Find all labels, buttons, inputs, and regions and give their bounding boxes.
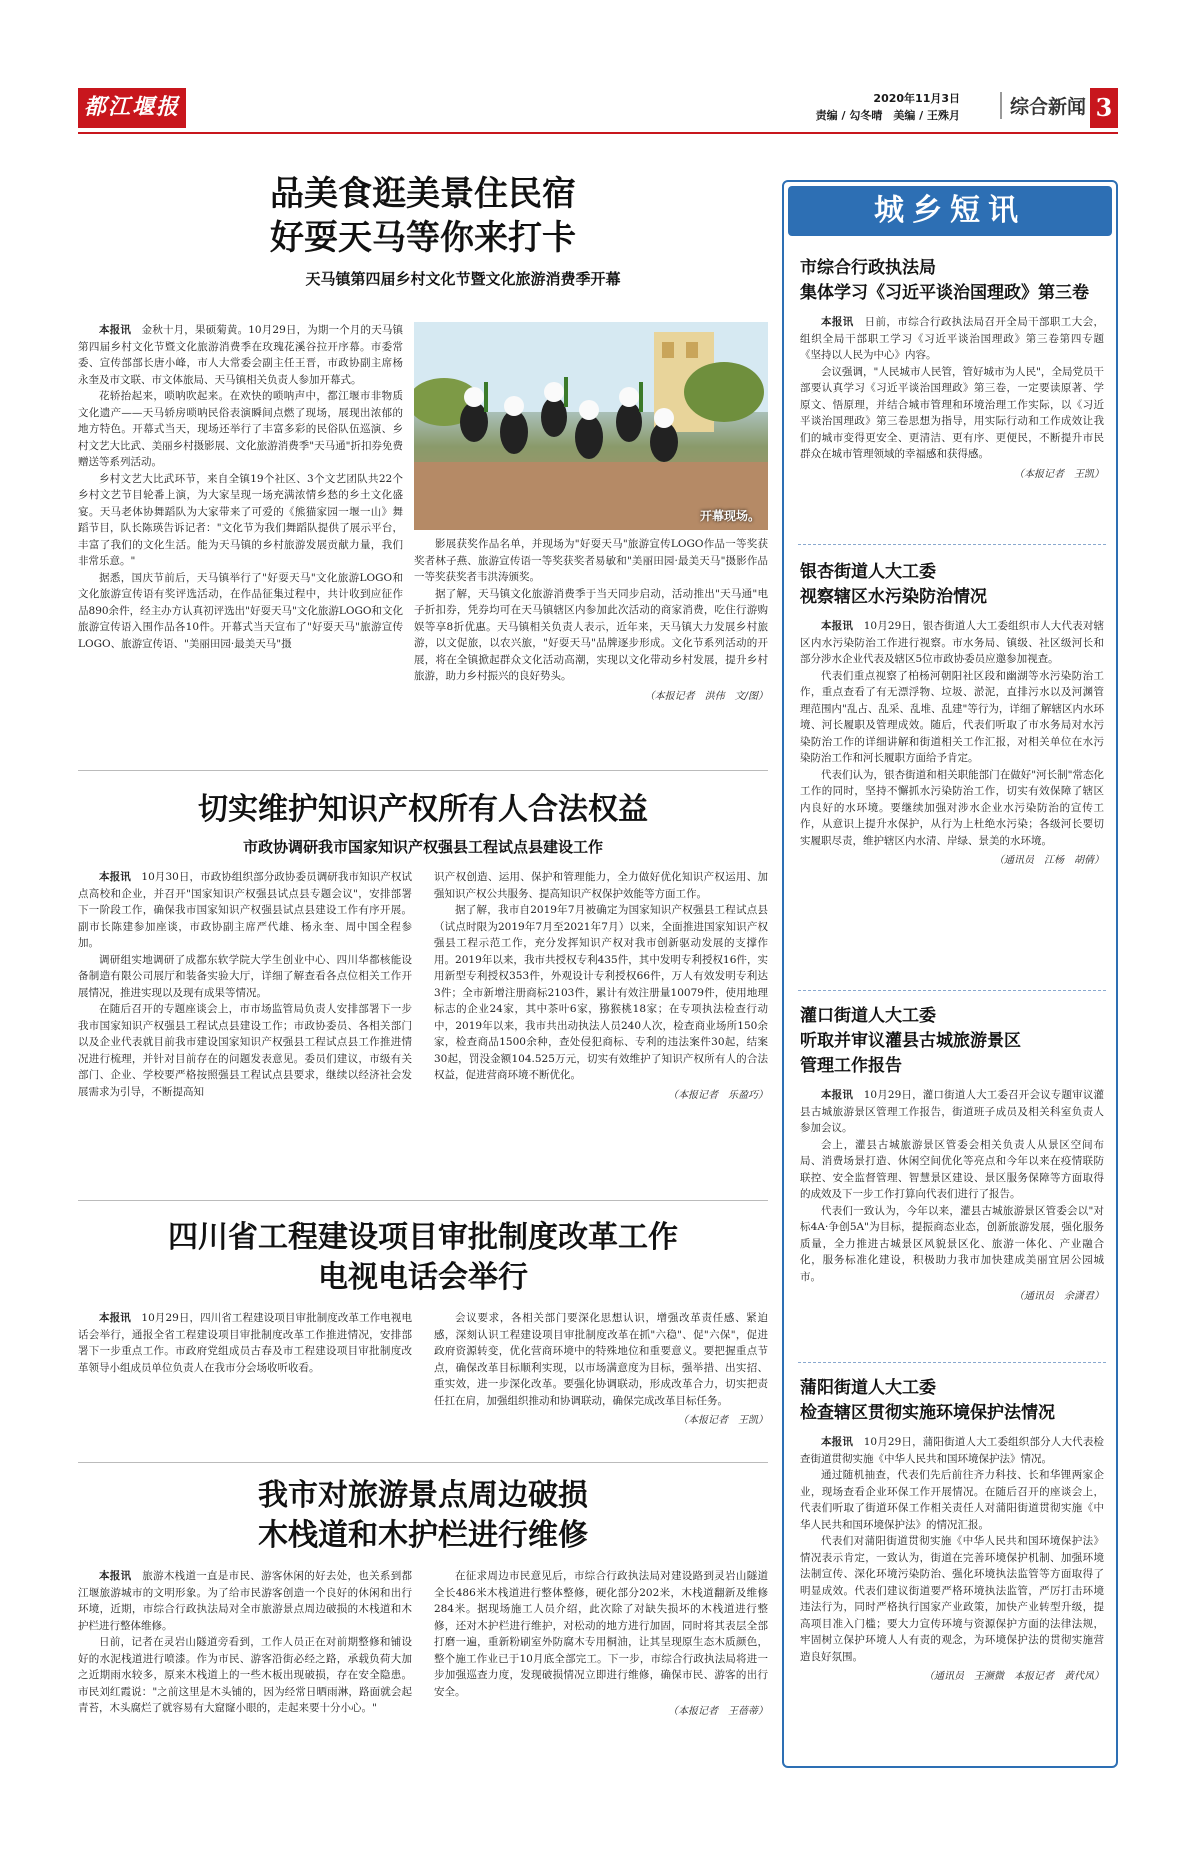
article-headline: 品美食逛美景住民宿 好耍天马等你来打卡 [270,174,576,258]
article-column: 在征求周边市民意见后，市综合行政执法局对建设路到灵岩山隧道全长486米木栈道进行整体整修，硬化部分202米，木栈道翻新及维修284米。据现场施工人员介绍，此次除了对缺失损坏的木栈道进行整修，还对木护栏进行维护，对松动的地方进行加固，同时将其表层全部打磨一遍，重新粉刷室外防腐木专用桐油，让其呈现原生态木质颜色，整个施工作业已于10月底全部完工。下一步，市综合行政执法局将进一步加强巡查力度，发现破损情况立即进行维修，确保市民、游客的出行安全。 （本报记者 王蓓蒂） [434,1568,768,1721]
brief-item [800,256,1104,483]
brief-title: 银杏街道人大工委 视察辖区水污染防治情况 [800,562,987,607]
article-column: 本报讯 10月30日，市政协组织部分政协委员调研我市知识产权试点高校和企业，并召开"国家知识产权强县试点县专题会议"，安排部署下一阶段工作，确保我市国家知识产权强县试点县建设工作有序开展。副市长陈建参加座谈，市政协副主席严代雄、杨永奎、周中国全程参加。 调研组实地调研了成都东软学院大学生创业中心、四川华都核能设备制造有限公司展厅和装备实验大厅，详细了解查看各点位相关工作开展情况，推进实现以及现有成果等情况。 在随后召开的专题座谈会上，市市场监管局负责人安排部署下一步我市国家知识产权强县工程试点县建设工作；市政协委员、各相关部门以及企业代表就目前我市建设国家知识产权强县工程试点县工作推进情况进行梳理，并针对目前存在的问题发表意见。委员们建议，市级有关部门、企业、学校要严格按照强县工程试点县要求，继续以经济社会发展需求为引导，不断提高知 [78,871,412,1098]
photo-illustration [414,322,768,530]
brief-byline: （通讯员 江杨 胡倩） [994,855,1104,866]
brief-separator [798,1362,1106,1363]
brief-title: 灌口街道人大工委 听取并审议灌县古城旅游景区 管理工作报告 [800,1006,1021,1076]
opening-ceremony-photo [414,322,768,530]
lead-tag: 本报讯 [821,316,854,328]
lead-tag: 本报讯 [821,1089,854,1101]
brief-item [800,560,1104,870]
brief-body: 本报讯 10月29日，灌口街道人大工委召开会议专题审议灌县古城旅游景区管理工作报告，街道班子成员及相关科室负责人参加会议。 会上，灌县古城旅游景区管委会相关负责人从景区空间布局、消费场景打造、休闲空间优化等亮点和今年以来在疫情联防联控、安全监督管理、智慧景区建设、景区服务保障等方面取得的成效及下一步工作打算向代表们进行了报告。 代表们一致认为，今年以来，灌县古城旅游景区管委会以"对标4A·争创5A"为目标，提振商态业态，创新旅游发展，强化服务质量，全力推进古城景区风貌景区化、旅游一体化、产业融合化，服务标准化建设，积极助力我市加快建成美丽宜居公园城市。 （通讯员 余潇君） [800,1087,1104,1306]
article-headline: 四川省工程建设项目审批制度改革工作 电视电话会举行 [168,1220,678,1295]
article-body [78,1310,768,1430]
article-boardwalk-repair [78,1476,768,1721]
article-body [78,1568,768,1721]
brief-byline: （通讯员 余潇君） [1014,1291,1104,1302]
article-column: 影展获奖作品名单，并现场为"好耍天马"旅游宣传LOGO作品一等奖获奖者林子燕、旅游宣传语一等奖获奖者易敏和"美丽田园·最美天马"摄影作品一等奖获奖者韦洪涛颁奖。 据了解，天马镇文化旅游消费季于当天同步启动，活动推出"天马通"电子折扣券，凭券均可在天马镇辖区内参加此次活动的商家消费，吃住行游购娱等享8折优惠。天马镇相关负责人表示，近年来，天马镇大力发展乡村旅游，以文促旅，以农兴旅，"好耍天马"品牌逐步形成。文化节系列活动的开展，将在全镇掀起群众文化活动高潮，实现以文化带动乡村发展，提升乡村旅游，助力乡村振兴的良好势头。 （本报记者 洪伟 文/图） [414,536,768,705]
article-divider [78,1200,768,1201]
article-column: 本报讯 旅游木栈道一直是市民、游客休闲的好去处，也关系到都江堰旅游城市的文明形象。为了给市民游客创造一个良好的休闲和出行环境，近期，市综合行政执法局对全市旅游景点周边破损的木栈道和木护栏进行整体维修。 日前，记者在灵岩山隧道旁看到，工作人员正在对前期整修和铺设好的水泥栈道进行喷漆。作为市民、游客沿街必经之路，承载负荷大加之近期雨水较多，原来木栈道上的一些木板出现破损，存在安全隐患。市民刘红霞说："之前这里是木头铺的，因为经常日晒雨淋，路面就会起青苔，木头腐烂了就容易有大窟窿小眼的，走起来要十分小心。" [78,1570,413,1714]
brief-body: 本报讯 日前，市综合行政执法局召开全局干部职工大会，组织全局干部职工学习《习近平谈治国理政》第三卷第四专题《坚持以人民为中心》内容。 会议强调，"人民城市人民管，管好城市为人民"，全局党员干部要认真学习《习近平谈治国理政》第三卷，一定要读原著、学原文、悟原理，并结合城市管理和环境治理工作实际，以《习近平谈治国理政》第三卷思想为指导，用实际行动和工作成效让我们的城市变得更安全、更清洁、更有序、更便民，不断提升市民群众在城市管理领域的幸福感和获得感。 （本报记者 王凯） [800,314,1104,483]
page-number: 3 [1090,88,1118,128]
brief-byline: （本报记者 王凯） [1014,468,1104,480]
article-tianma-festival [78,172,768,289]
article-ip-rights [78,790,768,1104]
brief-body: 本报讯 10月29日，蒲阳街道人大工委组织部分人大代表检查街道贯彻实施《中华人民共和国环境保护法》情况。 通过随机抽查，代表们先后前往齐力科技、长和华锂两家企业，现场查看企业环保工作开展情况。在随后召开的座谈会上，代表们听取了街道环保工作相关责任人对蒲阳街道贯彻实施《中华人民共和国环境保护法》的情况汇报。 代表们对蒲阳街道贯彻实施《中华人民共和国环境保护法》情况表示肯定，一致认为，街道在完善环境保护机制、加强环境法制宣传、深化环境污染防治、强化环境执法监管等方面取得了明显成效。代表们建议街道要严格环境执法监管，严厉打击环境违法行为，同时严格执行国家产业政策，加快产业转型升级，提高项目准入门槛；要大力宣传环境与资源保护方面的法律法规，牢固树立保护环境人人有责的观念，为环境保护法的贯彻实施营造良好氛围。 （通讯员 王濒微 本报记者 黄代凤） [800,1434,1104,1686]
article-byline: （本报记者 洪伟 文/图） [644,690,768,702]
brief-separator [798,990,1106,991]
article-column: 识产权创造、运用、保护和管理能力，全力做好优化知识产权运用、加强知识产权公共服务、提高知识产权保护效能等方面工作。 据了解，我市自2019年7月被确定为国家知识产权强县工程试点县（试点时限为2019年7月至2021年7月）以来，全面推进国家知识产权强县工程示范工作，充分发挥知识产权对我市创新驱动发展的支撑作用。2019年以来，我市共授权专利435件，其中发明专利授权16件，实用新型专利授权353件，外观设计专利授权66件，万人有效发明专利达3件；全市新增注册商标2103件，累计有效注册量10079件，使用地理标志的企业24家，其中茶叶6家，猕猴桃18家；在专项执法检查行动中，2019年以来，我市共出动执法人员240人次，检查商业场所150余家，检查商品1500余种，查处侵犯商标、专利的违法案件30起，结案30起，罚没金额104.525万元，切实有效维护了知识产权所有人的合法权益，促进营商环境不断优化。 （本报记者 乐盈巧） [434,869,768,1104]
lead-tag: 本报讯 [821,1436,854,1448]
issue-meta [816,90,960,124]
brief-item [800,1004,1104,1306]
lead-tag: 本报讯 [821,620,854,632]
article-byline: （本报记者 乐盈巧） [668,1089,768,1101]
editors-credit: 责编 / 勾冬晴 美编 / 王殊月 [815,109,960,122]
brief-body: 本报讯 10月29日，银杏街道人大工委组织市人大代表对辖区内水污染防治工作进行视察。市水务局、镇级、社区级河长和部分涉水企业代表及辖区5位市政协委员应邀参加视查。 代表们重点视察了柏杨河朝阳社区段和幽湖等水污染防治工作，重点查看了有无漂浮物、垃圾、淤泥，直排污水以及河渊管理范围内"乱占、乱采、乱堆、乱建"等行为，详细了解辖区内水环境、河长履职及管理成效。随后，代表们听取了市水务局对水污染防治工作的详细讲解和街道相关工作汇报，对相关单位在水污染防治工作和河长履职方面给予肯定。 代表们认为，银杏街道和相关职能部门在做好"河长制"常态化工作的同时，坚持不懈抓水污染防治工作，切实有效保障了辖区内良好的水环境。要继续加强对涉水企业水污染防治的宣传工作，从意识上提升水保护，从行为上杜绝水污染；各级河长要切实履职尽责，维护辖区内水清、岸绿、景美的水环境。 （通讯员 江杨 胡倩） [800,618,1104,870]
sidebar-title: 城乡短讯 [788,186,1112,236]
article-subheadline: 天马镇第四届乡村文化节暨文化旅游消费季开幕 [305,270,621,288]
article-column: 本报讯 金秋十月，果硕菊黄。10月29日，为期一个月的天马镇第四届乡村文化节暨文化旅游消费季在玫瑰花溪谷拉开序幕。市委常委、宣传部部长唐小峰，市人大常委会副主任王晋，市政协副主席杨永奎及市文联、市文体旅局、天马镇相关负责人参加开幕式。 花轿抬起来，唢呐吹起来。在欢快的唢呐声中，都江堰市非物质文化遗产——天马轿房唢呐民俗表演瞬间点燃了现场，展现出浓郁的地方特色。开幕式当天，现场还举行了丰富多彩的民俗队伍巡演、乡村文艺大比武、美丽乡村摄影展、文化旅游消费季"天马通"折扣券免费赠送等系列活动。 乡村文艺大比武环节，来自全镇19个社区、3个文艺团队共22个乡村文艺节目轮番上演，为大家呈现一场充满浓情乡愁的乡土文化盛宴。天马老体协舞蹈队为大家带来了可爱的《熊猫家园一堰一山》舞蹈节目，队长陈瑛告诉记者："文化节为我们舞蹈队提供了展示平台，丰富了我们的文化生活。能为天马镇的乡村旅游发展贡献力量，我们非常乐意。" 据悉，国庆节前后，天马镇举行了"好耍天马"文化旅游LOGO和文化旅游宣传语有奖评选活动，在作品征集过程中，共计收到应征作品890余件，经主办方认真初评选出"好耍天马"文化旅游LOGO和文化旅游宣传语入围作品各10件。开幕式当天宣布了"好耍天马"旅游宣传LOGO、旅游宣传语、"美丽田园·最美天马"摄 [78,324,404,650]
lead-tag: 本报讯 [99,1570,132,1582]
article-reform-teleconference [78,1218,768,1430]
brief-title: 蒲阳街道人大工委 检查辖区贯彻实施环境保护法情况 [800,1378,1055,1423]
masthead [78,88,1118,130]
lead-tag: 本报讯 [99,1312,131,1324]
photo-caption: 开幕现场。 [699,509,760,523]
brief-title: 市综合行政执法局 集体学习《习近平谈治国理政》第三卷 [800,258,1089,303]
lead-tag: 本报讯 [99,871,131,883]
section-label: 综合新闻 [1000,92,1086,119]
newspaper-logo: 都江堰报 [78,88,186,128]
article-body-continued [414,536,768,705]
article-byline: （本报记者 王凯） [678,1415,768,1426]
brief-separator [798,544,1106,545]
article-subheadline: 市政协调研我市国家知识产权强县工程试点县建设工作 [242,838,603,856]
article-headline: 我市对旅游景点周边破损 木栈道和木护栏进行维修 [258,1478,588,1553]
article-headline: 切实维护知识产权所有人合法权益 [198,792,648,827]
article-column: 本报讯 10月29日，四川省工程建设项目审批制度改革工作电视电话会举行，通报全省工程建设项目审批制度改革工作推进情况，安排部署下一步重点工作。市政府党组成员古春及市工程建设项目审批制度改革领导小组成员单位负责人在我市分会场收听收看。 [78,1312,412,1374]
article-byline: （本报记者 王蓓蒂） [668,1706,768,1717]
article-column: 会议要求，各相关部门要深化思想认识，增强改革责任感、紧迫感，深刻认识工程建设项目审批制度改革在抓"六稳"、促"六保"，促进政府资源转变，优化营商环境中的特殊地位和重要意义。要把握重点节点，确保改革目标顺利实现，以市场满意度为目标，强举措、出实招、重实效，进一步深化改革。要强化协调联动，形成改革合力，切实把责任扛在肩，加强组织推动和协调联动，确保完成改革目标任务。 （本报记者 王凯） [434,1310,768,1430]
article-divider [78,1462,768,1463]
brief-item [800,1376,1104,1686]
article-divider [78,770,768,771]
article-body [78,322,403,652]
masthead-rule [78,132,1118,134]
issue-date: 2020年11月3日 [873,92,960,105]
brief-byline: （通讯员 王濒微 本报记者 黄代凤） [924,1671,1104,1682]
article-body [78,869,768,1104]
news-briefs-sidebar [782,180,1118,1768]
lead-tag: 本报讯 [99,324,131,336]
